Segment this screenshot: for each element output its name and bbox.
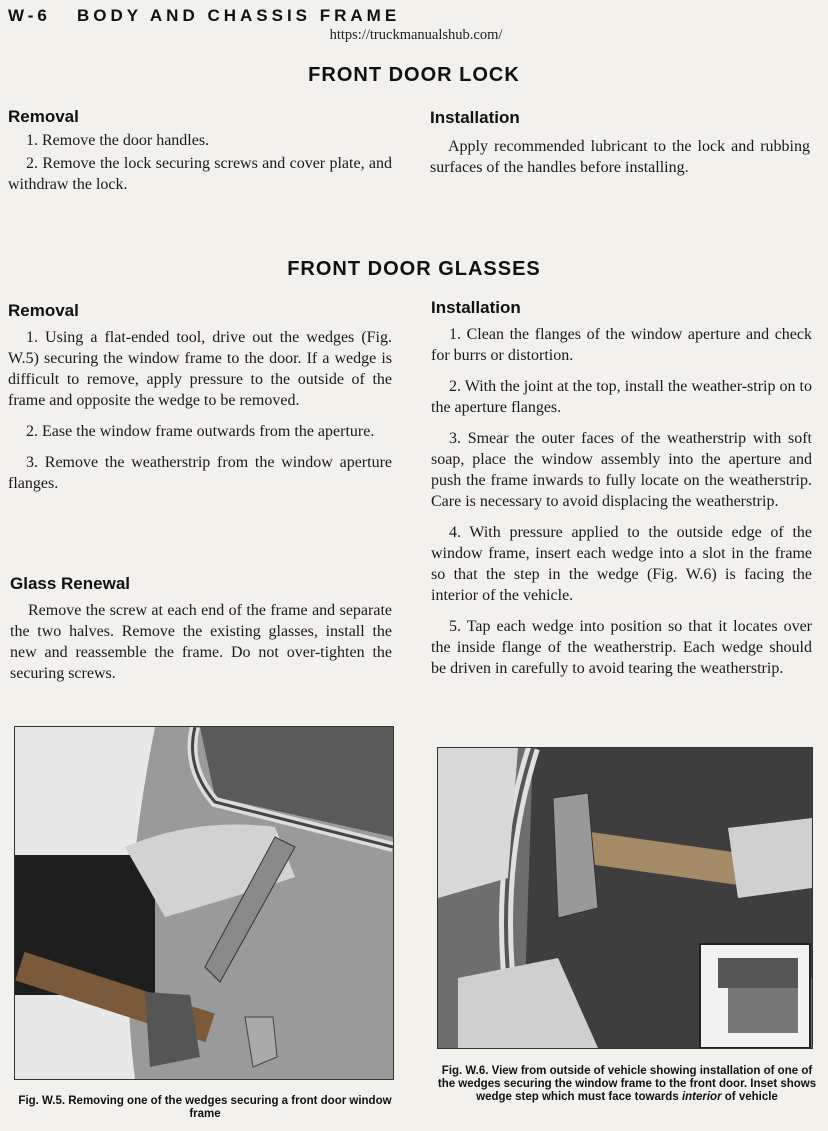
glasses-removal xyxy=(8,301,392,504)
glasses-removal-step-2: 2. Ease the window frame outwards from the aperture. xyxy=(26,423,375,440)
glasses-installation-step-4: 4. With pressure applied to the outside edge of the window frame, insert each wedge into a slot in the frame so that the step in the wedge (Fig. W.6) is facing the interior of the vehicle. xyxy=(431,524,812,604)
figure-w6-caption xyxy=(432,1065,822,1104)
figure-w5-photo xyxy=(14,726,394,1080)
glasses-removal-step-1: 1. Using a flat-ended tool, drive out the wedges (Fig. W.5) securing the window frame to the door. If a wedge is difficult to remove, apply pressure to the outside of the frame and opposite the wedge to be removed. xyxy=(8,329,392,409)
figure-w6-caption-italic: interior xyxy=(681,1091,722,1103)
glasses-installation-step-2: 2. With the joint at the top, install the weather-strip on to the aperture flanges. xyxy=(431,378,812,416)
section-title-front-door-lock: FRONT DOOR LOCK xyxy=(308,64,520,86)
lock-removal-step-1: 1. Remove the door handles. xyxy=(26,132,210,149)
figure-w6-caption-main: Fig. W.6. View from outside of vehicle showing installation of one of the wedges securing the window frame to the front door. Inset shows wedge step which must face towards xyxy=(437,1065,817,1103)
lock-installation-text: Apply recommended lubricant to the lock and rubbing surfaces of the handles before installing. xyxy=(430,138,810,176)
figure-w6-photo xyxy=(437,747,813,1049)
lock-installation-heading: Installation xyxy=(430,108,520,127)
running-head: W-6 BODY AND CHASSIS FRAME xyxy=(8,6,401,25)
lock-removal-heading: Removal xyxy=(8,107,79,126)
glass-renewal xyxy=(10,574,392,694)
section-title-front-door-glasses: FRONT DOOR GLASSES xyxy=(287,258,541,280)
glasses-installation-step-3: 3. Smear the outer faces of the weatherstrip with soft soap, place the window assembly into the aperture and push the frame inwards to fully locate on the weatherstrip. Care is necessary to avoid displacing the weatherstrip. xyxy=(431,430,812,510)
lock-removal-step-2: 2. Remove the lock securing screws and cover plate, and withdraw the lock. xyxy=(8,155,392,193)
glass-renewal-text: Remove the screw at each end of the frame and separate the two halves. Remove the existing glasses, install the new and reassemble the frame. Do not over-tighten the securing screws. xyxy=(10,602,392,682)
glass-renewal-heading: Glass Renewal xyxy=(10,574,131,593)
watermark-url[interactable]: https://truckmanualshub.com/ xyxy=(329,27,503,43)
glasses-installation-heading: Installation xyxy=(431,298,521,317)
figure-w5-illustration xyxy=(15,727,393,1079)
figure-w6-illustration xyxy=(438,748,812,1048)
glasses-removal-heading: Removal xyxy=(8,301,79,320)
glasses-installation xyxy=(431,298,812,689)
glasses-removal-step-3: 3. Remove the weatherstrip from the window aperture flanges. xyxy=(8,454,392,492)
lock-installation xyxy=(430,108,810,188)
glasses-installation-step-5: 5. Tap each wedge into position so that it locates over the inside flange of the weatherstrip. Each wedge should be driven in carefully to avoid tearing the weatherstrip. xyxy=(431,618,812,677)
figure-w6-caption-end: of vehicle xyxy=(724,1091,778,1103)
glasses-installation-step-1: 1. Clean the flanges of the window aperture and check for burrs or distortion. xyxy=(431,326,812,364)
lock-removal xyxy=(8,107,392,205)
figure-w5-caption: Fig. W.5. Removing one of the wedges securing a front door window frame xyxy=(18,1095,392,1120)
